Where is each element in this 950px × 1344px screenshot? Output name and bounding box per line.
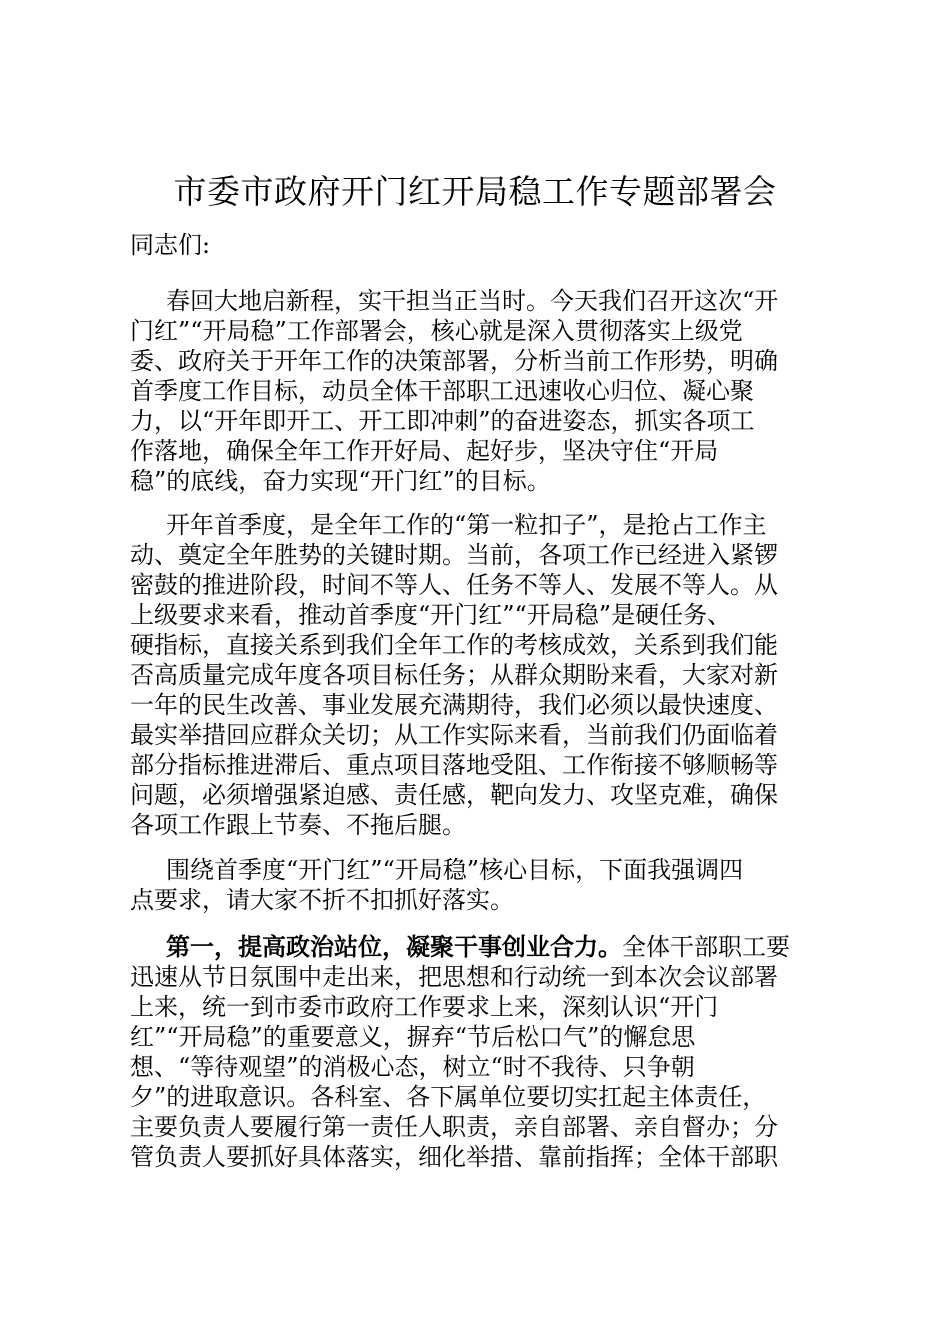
greeting: 同志们: bbox=[130, 231, 211, 259]
paragraph-line: 硬指标，直接关系到我们全年工作的考核成效，关系到我们能 bbox=[130, 631, 778, 659]
paragraph-line: 上来，统一到市委市政府工作要求上来，深刻认识“开门 bbox=[130, 993, 719, 1021]
paragraph-line: 问题，必须增强紧迫感、责任感，靶向发力、攻坚克难，确保 bbox=[130, 781, 778, 809]
paragraph-2 bbox=[130, 510, 850, 840]
paragraph-line: 点要求，请大家不折不扣抓好落实。 bbox=[130, 886, 514, 914]
paragraph-line-rest: 全体干部职工要 bbox=[622, 933, 790, 961]
paragraph-line: 管负责人要抓好具体落实，细化举措、靠前指挥；全体干部职 bbox=[130, 1143, 778, 1171]
paragraph-line: 稳”的底线，奋力实现“开门红”的目标。 bbox=[130, 467, 551, 495]
paragraph-line: 动、奠定全年胜势的关键时期。当前，各项工作已经进入紧锣 bbox=[130, 541, 778, 569]
paragraph-line: 门红”“开局稳”工作部署会，核心就是深入贯彻落实上级党 bbox=[130, 317, 743, 345]
paragraph-line: 夕”的进取意识。各科室、各下属单位要切实扛起主体责任， bbox=[130, 1083, 767, 1111]
paragraph-line: 主要负责人要履行第一责任人职责，亲自部署、亲自督办；分 bbox=[130, 1113, 778, 1141]
paragraph-line: 一年的民生改善、事业发展充满期待，我们必须以最快速度、 bbox=[130, 691, 778, 719]
paragraph-line: 委、政府关于开年工作的决策部署，分析当前工作形势，明确 bbox=[130, 347, 778, 375]
paragraph-4 bbox=[130, 932, 850, 1172]
paragraph-line: 红”“开局稳”的重要意义，摒弃“节后松口气”的懈怠思 bbox=[130, 1023, 696, 1051]
paragraph-3 bbox=[130, 855, 850, 915]
paragraph-line: 否高质量完成年度各项目标任务；从群众期盼来看，大家对新 bbox=[130, 661, 778, 689]
paragraph-first-line bbox=[130, 932, 850, 962]
paragraph-line: 作落地，确保全年工作开好局、起好步，坚决守住“开局 bbox=[130, 437, 719, 465]
paragraph-line: 力，以“开年即开工、开工即冲刺”的奋进姿态，抓实各项工 bbox=[130, 407, 755, 435]
paragraph-line: 春回大地启新程，实干担当正当时。今天我们召开这次“开 bbox=[166, 287, 779, 315]
paragraph-line: 各项工作跟上节奏、不拖后腿。 bbox=[130, 811, 466, 839]
paragraph-line: 部分指标推进滞后、重点项目落地受阻、工作衔接不够顺畅等 bbox=[130, 751, 778, 779]
document-title: 市委市政府开门红开局稳工作专题部署会 bbox=[173, 172, 777, 211]
paragraph-line: 密鼓的推进阶段，时间不等人、任务不等人、发展不等人。从 bbox=[130, 571, 778, 599]
paragraph-line: 开年首季度，是全年工作的“第一粒扣子”，是抢占工作主 bbox=[166, 511, 767, 539]
section-heading: 第一，提高政治站位，凝聚干事创业合力。 bbox=[166, 932, 622, 961]
paragraph-line: 最实举措回应群众关切；从工作实际来看，当前我们仍面临着 bbox=[130, 721, 778, 749]
paragraph-line: 上级要求来看，推动首季度“开门红”“开局稳”是硬任务、 bbox=[130, 601, 732, 629]
paragraph-line: 首季度工作目标，动员全体干部职工迅速收心归位、凝心聚 bbox=[130, 377, 754, 405]
paragraph-line: 围绕首季度“开门红”“开局稳”核心目标，下面我强调四 bbox=[166, 856, 744, 884]
paragraph-line: 迅速从节日氛围中走出来，把思想和行动统一到本次会议部署 bbox=[130, 963, 778, 991]
paragraph-1 bbox=[130, 286, 850, 496]
paragraph-line: 想、“等待观望”的消极心态，树立“时不我待、只争朝 bbox=[130, 1053, 695, 1081]
